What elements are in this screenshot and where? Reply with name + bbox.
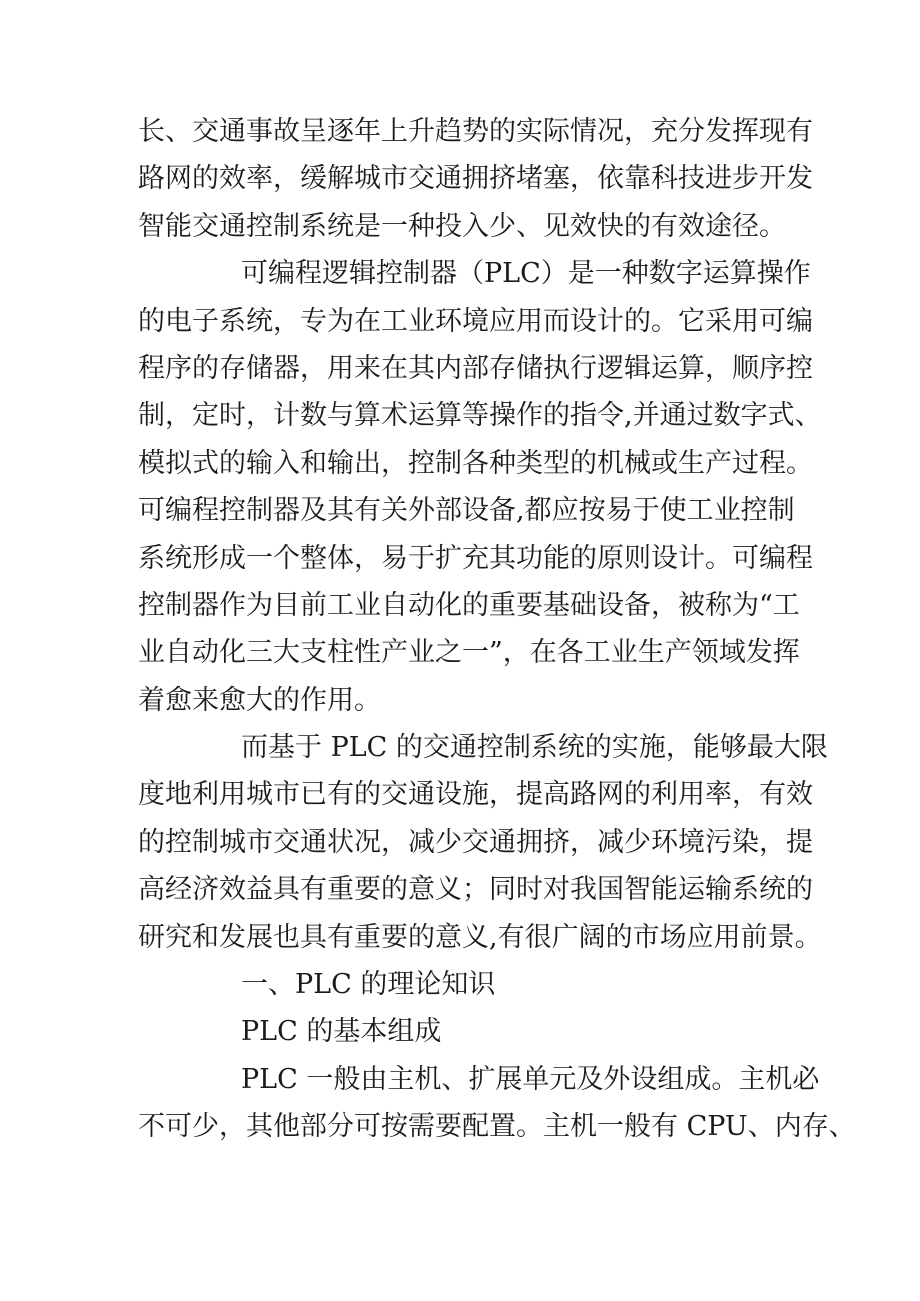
text-line-9: 可编程控制器及其有关外部设备,都应按易于使工业控制 <box>138 495 795 527</box>
text-line-16: 的控制城市交通状况，减少交通拥挤，减少环境污染，提 <box>138 826 813 858</box>
section-heading: 一、PLC 的理论知识 <box>241 969 496 1001</box>
text-line-5: 的电子系统，专为在工业环境应用而设计的。它采用可编 <box>138 305 813 337</box>
subsection-heading: PLC 的基本组成 <box>241 1016 442 1048</box>
text-line-7: 制，定时，计数与算术运算等操作的指令,并通过数字式、 <box>138 400 822 432</box>
text-line-3: 智能交通控制系统是一种投入少、见效快的有效途径。 <box>138 210 786 242</box>
text-line-11: 控制器作为目前工业自动化的重要基础设备，被称为“工 <box>138 589 800 621</box>
text-line-10: 系统形成一个整体，易于扩充其功能的原则设计。可编程 <box>138 542 813 574</box>
text-line-17: 高经济效益具有重要的意义；同时对我国智能运输系统的 <box>138 874 813 906</box>
text-line-18: 研究和发展也具有重要的意义,有很广阔的市场应用前景。 <box>138 921 822 953</box>
document-body <box>138 108 856 1151</box>
text-line-1: 长、交通事故呈逐年上升趋势的实际情况，充分发挥现有 <box>138 116 813 147</box>
text-line-15: 度地利用城市已有的交通设施，提高路网的利用率，有效 <box>138 779 813 811</box>
text-line-2: 路网的效率，缓解城市交通拥挤堵塞，依靠科技进步开发 <box>138 163 813 195</box>
text-line-8: 模拟式的输入和输出，控制各种类型的机械或生产过程。 <box>138 447 813 479</box>
text-line-12: 业自动化三大支柱性产业之一”，在各工业生产领域发挥 <box>138 637 800 669</box>
text-line-14: 而基于 PLC 的交通控制系统的实施，能够最大限 <box>241 732 828 764</box>
text-line-21: PLC 一般由主机、扩展单元及外设组成。主机必 <box>241 1063 820 1095</box>
text-line-22: 不可少，其他部分可按需要配置。主机一般有 CPU、内存、 <box>138 1111 856 1143</box>
text-line-4: 可编程逻辑控制器（PLC）是一种数字运算操作 <box>241 258 811 290</box>
text-line-13: 着愈来愈大的作用。 <box>138 684 381 716</box>
text-line-6: 程序的存储器，用来在其内部存储执行逻辑运算，顺序控 <box>138 352 813 384</box>
